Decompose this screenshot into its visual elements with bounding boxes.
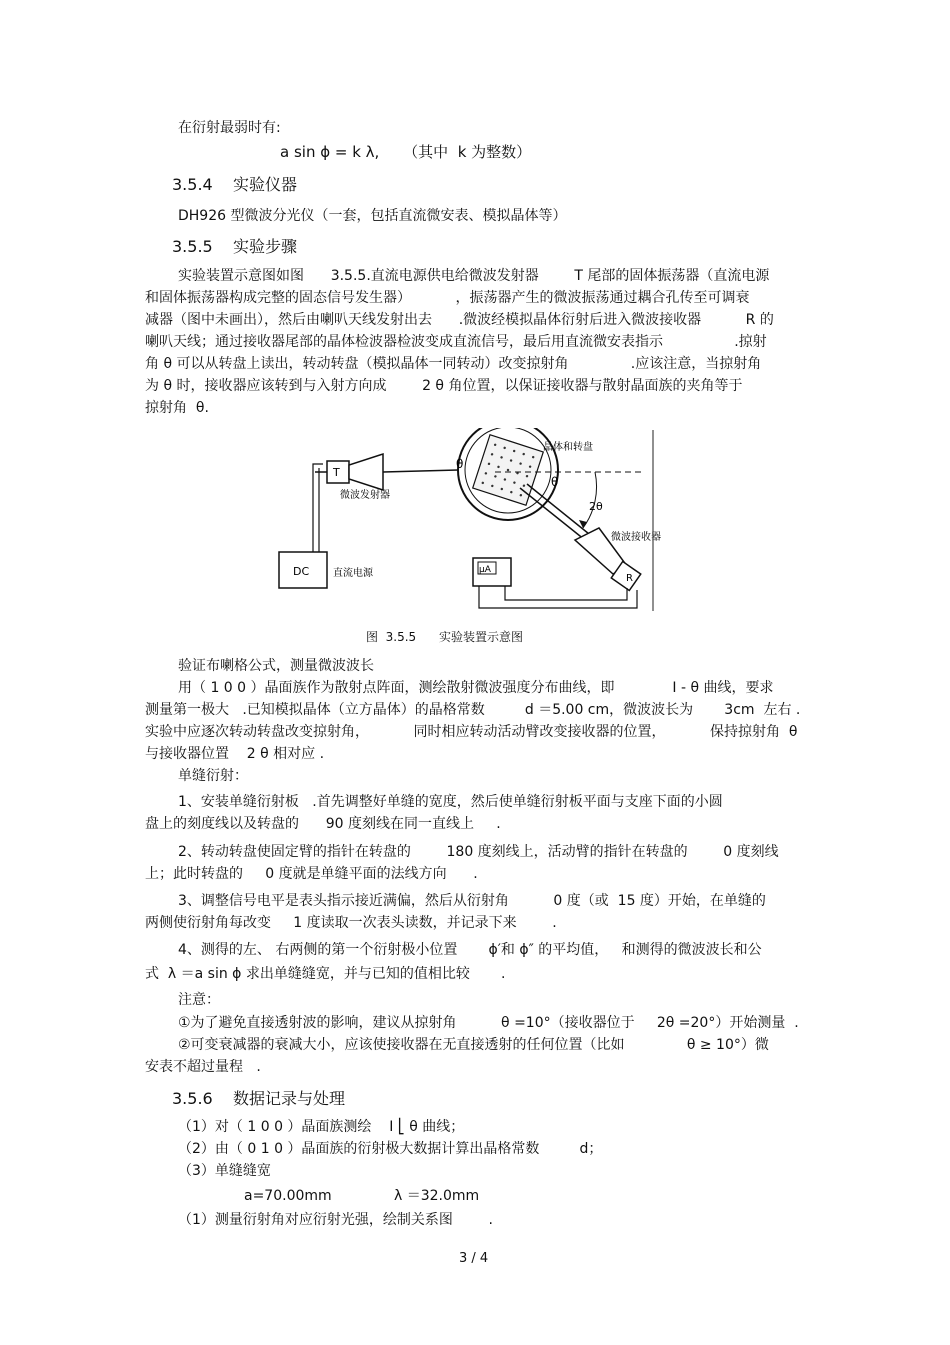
label-dc-supply: 直流电源 — [333, 568, 373, 579]
text-line: 用（ 1 0 0 ）晶面族作为散射点阵面，测绘散射微波强度分布曲线，即 I - θ 曲线，要求 — [178, 680, 774, 696]
text-line: 在衍射最弱时有: — [178, 120, 281, 136]
text-line: 3、调整信号电平是表头指示接近满偏，然后从衍射角 0 度（或 15 度）开始，在单缝的 — [178, 893, 766, 909]
label-2theta: 2θ — [589, 500, 603, 513]
figure-caption: 图 3.5.5 实验装置示意图 — [366, 630, 524, 644]
text-line: 验证布喇格公式，测量微波波长 — [178, 658, 374, 674]
section-heading-355: 3.5.5 实验步骤 — [172, 237, 298, 256]
text-line: ②可变衰减器的衰减大小，应该使接收器在无直接透射的任何位置（比如 θ ≥ 10°）微 — [178, 1037, 769, 1053]
text-line: 喇叭天线；通过接收器尾部的晶体检波器检波变成直流信号，最后用直流微安表指示 .掠射 — [145, 334, 767, 350]
text-line: 两侧使衍射角每改变 1 度读取一次表头读数，并记录下来 . — [145, 915, 557, 931]
text-line: 减器（图中未画出），然后由喇叭天线发射出去 .微波经模拟晶体衍射后进入微波接收器 R 的 — [145, 312, 774, 328]
text-line: 实验中应逐次转动转盘改变掠射角， 同时相应转动活动臂改变接收器的位置， 保持掠射角 θ — [145, 724, 798, 740]
text-line: 单缝衍射： — [178, 768, 248, 784]
label-theta-1: θ — [456, 457, 464, 471]
text-line: 盘上的刻度线以及转盘的 90 度刻线在同一直线上 . — [145, 816, 501, 832]
text-line: （3）单缝缝宽 — [178, 1163, 271, 1179]
label-crystal: 晶体和转盘 — [543, 442, 593, 453]
label-T: T — [333, 466, 340, 479]
text-line: 4、测得的左、 右两侧的第一个衍射极小位置 ϕ′和 ϕ″ 的平均值， 和测得的微波波长和公 — [178, 942, 762, 958]
emitter-horn — [349, 454, 383, 490]
text-line: ①为了避免直接透射波的影响，建议从掠射角 θ =10°（接收器位于 2θ =20°）开始测量 . — [178, 1015, 799, 1031]
section-heading-356: 3.5.6 数据记录与处理 — [172, 1089, 346, 1108]
formula-line: a sin ϕ = k λ, （其中 k 为整数） — [280, 143, 532, 161]
text-line: 式 λ ＝a sin ϕ 求出单缝缝宽，并与已知的值相比较 . — [145, 966, 506, 982]
text-line: a=70.00mm λ ＝32.0mm — [244, 1188, 480, 1204]
page-number: 3 / 4 — [459, 1251, 489, 1266]
text-line: 1、安装单缝衍射板 .首先调整好单缝的宽度，然后使单缝衍射板平面与支座下面的小圆 — [178, 794, 723, 810]
text-line: 2、转动转盘使固定臂的指针在转盘的 180 度刻线上，活动臂的指针在转盘的 0 度刻线 — [178, 844, 779, 860]
text-line: DH926 型微波分光仪（一套，包括直流微安表、模拟晶体等） — [178, 208, 567, 224]
label-theta-2: θ — [551, 475, 559, 489]
text-line: 与接收器位置 2 θ 相对应 . — [145, 746, 325, 762]
text-line: 和固体振荡器构成完整的固态信号发生器） ，振荡器产生的微波振荡通过耦合孔传至可调衰 — [145, 290, 750, 306]
text-line: 安表不超过量程 . — [145, 1059, 261, 1075]
text-line: 测量第一极大 .已知模拟晶体（立方晶体）的晶格常数 d ＝5.00 cm，微波波长为 3cm 左右 . — [145, 702, 801, 718]
apparatus-diagram — [265, 428, 665, 613]
text-line: 注意： — [178, 992, 220, 1008]
label-receiver: 微波接收器 — [611, 532, 661, 543]
text-line: 实验装置示意图如图 3.5.5.直流电源供电给微波发射器 T 尾部的固体振荡器（直流电源 — [178, 268, 770, 284]
label-DC: DC — [293, 565, 310, 578]
text-line: 掠射角 θ. — [145, 400, 209, 416]
label-emitter: 微波发射器 — [340, 490, 390, 501]
text-line: （1）对（ 1 0 0 ）晶面族测绘 I ⎣ θ 曲线； — [178, 1119, 465, 1135]
text-line: （1）测量衍射角对应衍射光强，绘制关系图 . — [178, 1212, 493, 1228]
label-uA: μA — [479, 565, 491, 575]
text-line: 角 θ 可以从转盘上读出，转动转盘（模拟晶体一同转动）改变掠射角 .应该注意，当掠射角 — [145, 356, 762, 372]
section-heading-354: 3.5.4 实验仪器 — [172, 175, 298, 194]
text-line: （2）由（ 0 1 0 ）晶面族的衍射极大数据计算出晶格常数 d； — [178, 1141, 603, 1157]
text-line: 上；此时转盘的 0 度就是单缝平面的法线方向 . — [145, 866, 478, 882]
label-R: R — [626, 573, 633, 584]
text-line: 为 θ 时，接收器应该转到与入射方向成 2 θ 角位置，以保证接收器与散射晶面族的夹角等于 — [145, 378, 743, 394]
